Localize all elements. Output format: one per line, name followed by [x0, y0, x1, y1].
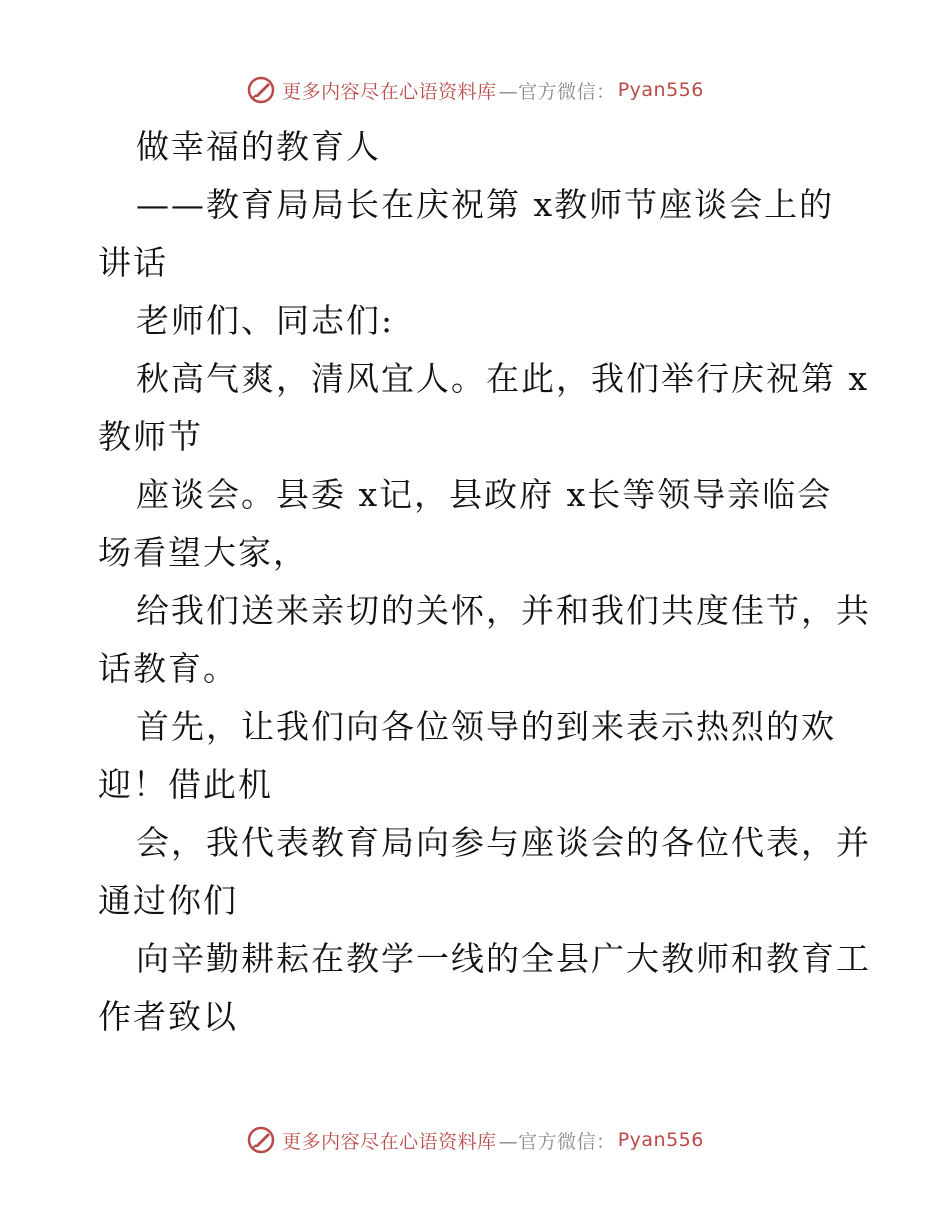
quill-logo-icon: [246, 1125, 276, 1155]
banner-text-sub: —官方微信：: [498, 80, 616, 103]
paragraph-line: 教师节: [98, 417, 203, 456]
paragraph-line: 迎！借此机: [98, 765, 273, 804]
paragraph-line: 通过你们: [98, 881, 238, 920]
doc-salutation: 老师们、同志们:: [136, 301, 395, 340]
footer-watermark-banner: [0, 1120, 950, 1160]
banner-text-main: 更多内容尽在心语资料库: [282, 1130, 497, 1153]
paragraph-line: 场看望大家，: [98, 533, 308, 572]
paragraph-line: 座谈会。县委 x记，县政府 x长等领导亲临会: [136, 475, 833, 514]
banner-wechat-id: Pyan556: [617, 1129, 704, 1151]
paragraph-line: 向辛勤耕耘在教学一线的全县广大教师和教育工: [136, 939, 871, 978]
document-body: [98, 118, 871, 1046]
doc-subtitle-line: 讲话: [98, 243, 168, 282]
doc-title: 做幸福的教育人: [136, 127, 381, 166]
header-watermark-banner: [0, 70, 950, 110]
doc-subtitle-line: ——教育局局长在庆祝第 x教师节座谈会上的: [136, 185, 835, 224]
paragraph-line: 秋高气爽，清风宜人。在此，我们举行庆祝第 x: [136, 359, 870, 398]
banner-text-main: 更多内容尽在心语资料库: [282, 80, 497, 103]
banner-wechat-id: Pyan556: [617, 79, 704, 101]
paragraph-line: 话教育。: [98, 649, 238, 688]
paragraph-line: 首先，让我们向各位领导的到来表示热烈的欢: [136, 707, 836, 746]
paragraph-line: 会，我代表教育局向参与座谈会的各位代表，并: [136, 823, 871, 862]
quill-logo-icon: [246, 75, 276, 105]
banner-text-sub: —官方微信：: [498, 1130, 616, 1153]
paragraph-line: 给我们送来亲切的关怀，并和我们共度佳节，共: [136, 591, 871, 630]
paragraph-line: 作者致以: [98, 997, 238, 1036]
